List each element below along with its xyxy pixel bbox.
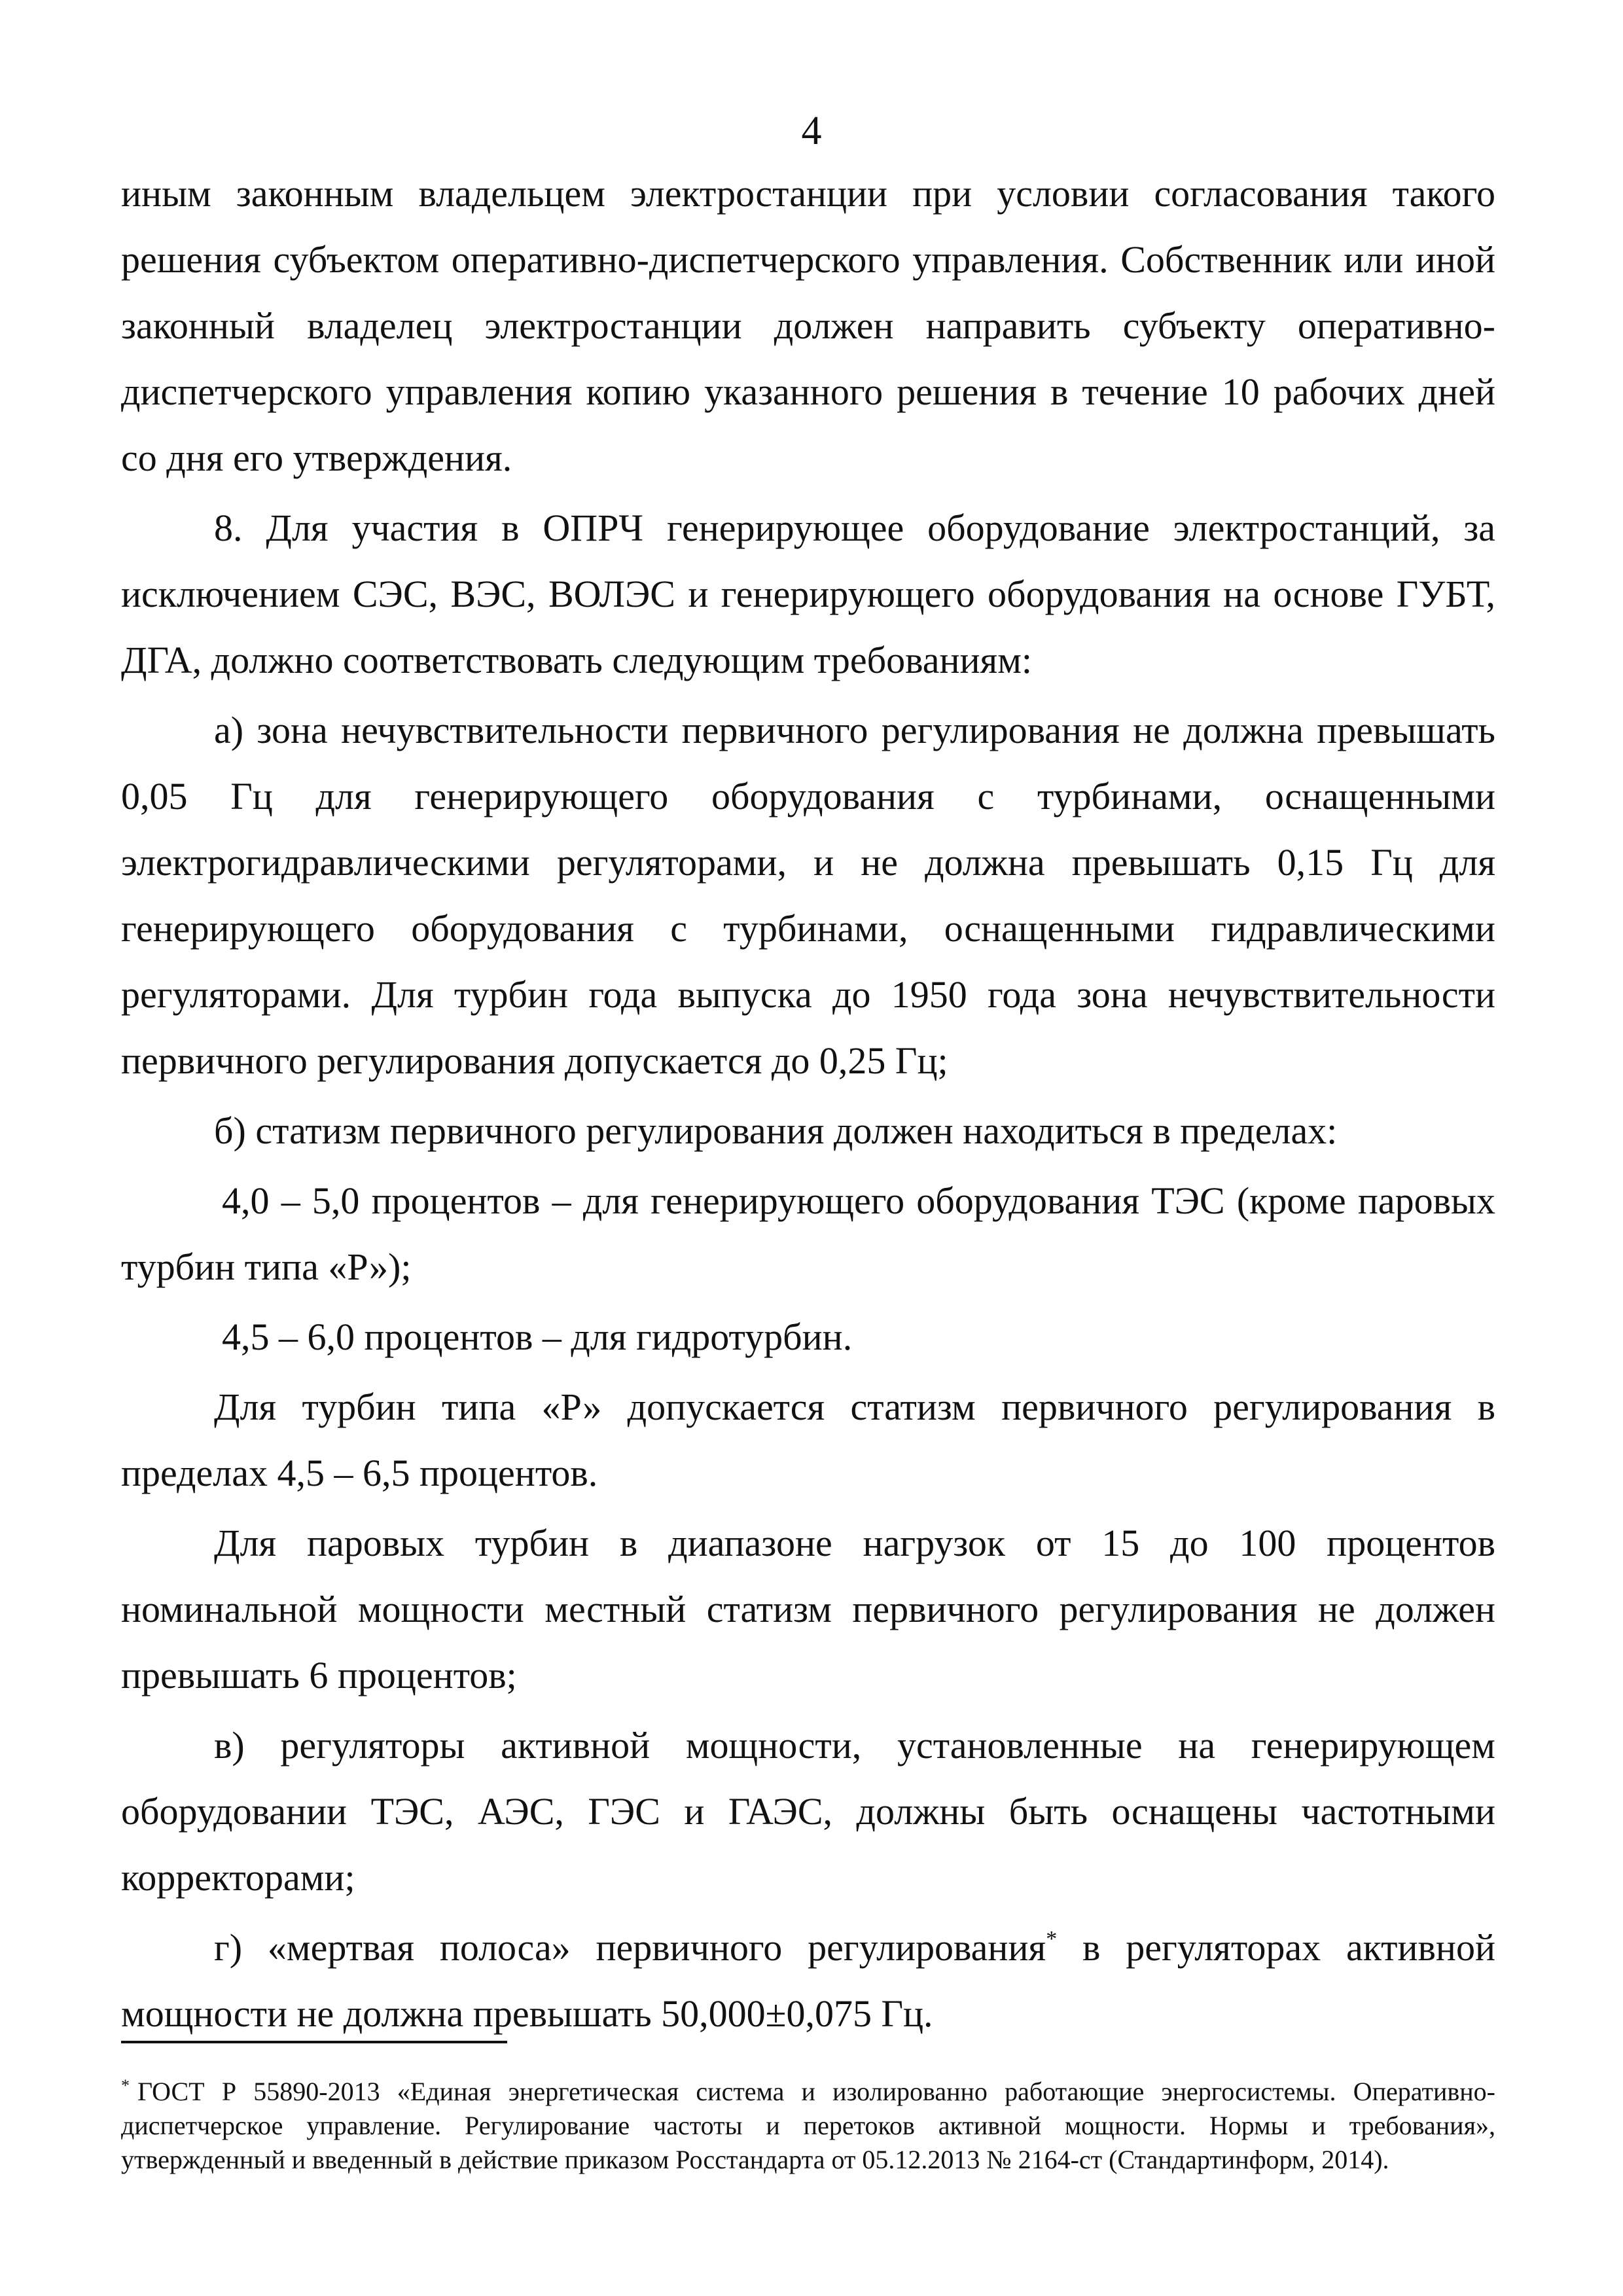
paragraph-steam-turbines: Для паровых турбин в диапазоне нагрузок от 15 до 100 процентов номинальной мощности местный статизм первичного регулирования не должен превышать 6 процентов;	[121, 1522, 1495, 1696]
paragraph-droop-tes: 4,0 – 5,0 процентов – для генерирующего оборудования ТЭС (кроме паровых турбин типа «Р»);	[121, 1179, 1495, 1288]
footnote	[121, 2075, 1495, 2177]
footnote-text: ГОСТ Р 55890-2013 «Единая энергетическая система и изолированно работающие энергосистемы. Оперативно-диспетчерское управление. Регулирование частоты и перетоков активной мощности. Нормы и требования», утвержденный и введенный в действие приказом Росстандарта от 05.12.2013 № 2164-ст (Стандартинформ, 2014).	[121, 2077, 1495, 2174]
paragraph-item-8: 8. Для участия в ОПРЧ генерирующее оборудование электростанций, за исключением СЭС, ВЭС, ВОЛЭС и генерирующего оборудования на основе ГУБТ, ДГА, должно соответствовать следующим требованиям:	[121, 507, 1495, 681]
footnote-marker: *	[121, 2076, 130, 2095]
subitem-g-text-start: г) «мертвая полоса» первичного регулирования	[214, 1926, 1046, 1969]
subitem-g-text-end: в регуляторах активной мощности не должна превышать 50,000±0,075 Гц.	[121, 1926, 1495, 2035]
paragraph-subitem-g	[121, 1914, 1495, 2047]
paragraph-droop-hydro: 4,5 – 6,0 процентов – для гидротурбин.	[222, 1316, 853, 1358]
paragraph-subitem-a: а) зона нечувствительности первичного регулирования не должна превышать 0,05 Гц для генерирующего оборудования с турбинами, оснащенными электрогидравлическими регуляторами, и не должна превышать 0,15 Гц для генерирующего оборудования с турбинами, оснащенными гидравлическими регуляторами. Для турбин года выпуска до 1950 года зона нечувствительности первичного регулирования допускается до 0,25 Гц;	[121, 709, 1495, 1082]
footnote-separator	[121, 2041, 507, 2043]
paragraph-continuation: иным законным владельцем электростанции при условии согласования такого решения субъектом оперативно-диспетчерского управления. Собственник или иной законный владелец электростанции должен направить субъекту оперативно-диспетчерского управления копию указанного решения в течение 10 рабочих дней со дня его утверждения.	[121, 172, 1495, 479]
paragraph-subitem-v: в) регуляторы активной мощности, установленные на генерирующем оборудовании ТЭС, АЭС, ГЭС и ГАЭС, должны быть оснащены частотными корректорами;	[121, 1724, 1495, 1899]
document-body	[121, 160, 1495, 2047]
paragraph-subitem-b: б) статизм первичного регулирования должен находиться в пределах:	[214, 1109, 1338, 1152]
page-number: 4	[801, 109, 822, 153]
paragraph-droop-r-type: Для турбин типа «Р» допускается статизм первичного регулирования в пределах 4,5 – 6,5 процентов.	[121, 1386, 1495, 1494]
footnote-reference-marker: *	[1046, 1927, 1058, 1951]
